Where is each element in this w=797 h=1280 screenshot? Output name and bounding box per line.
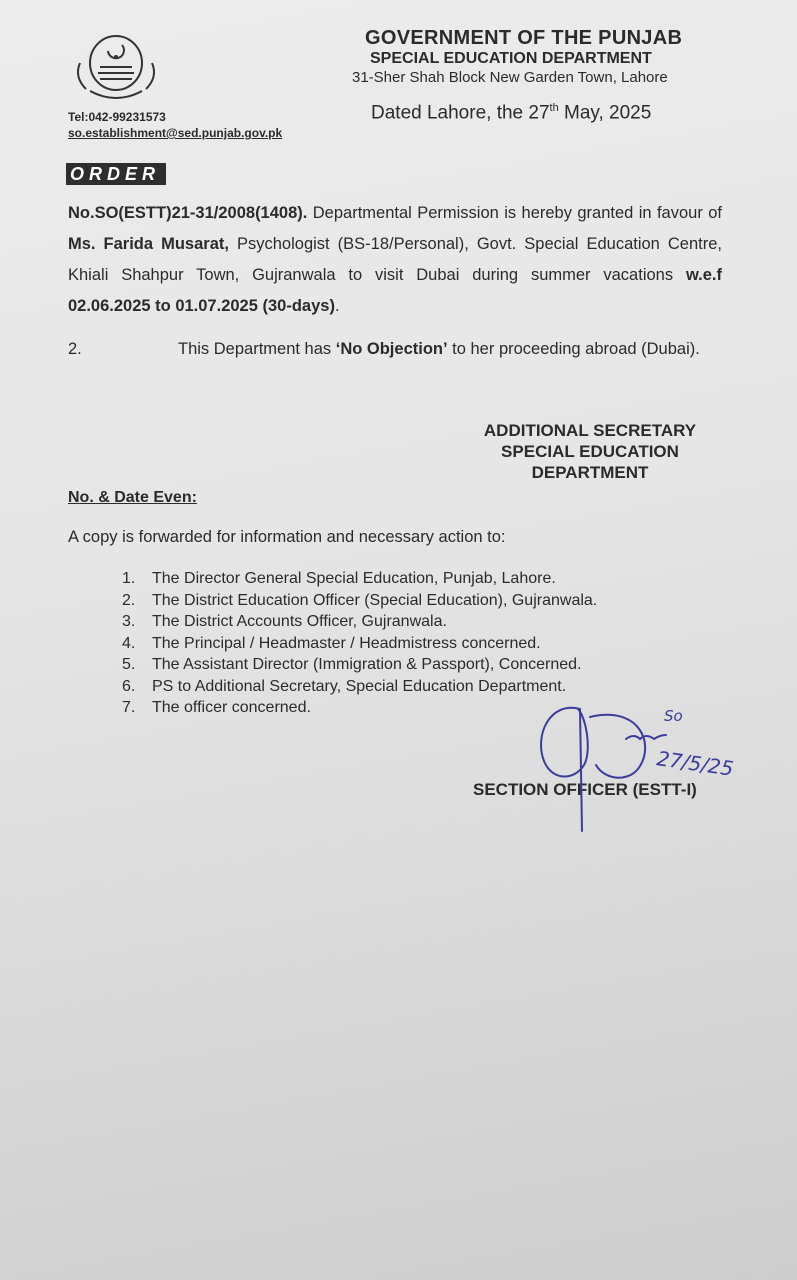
leave-dates: w.e.f 02.06.2025 to 01.07.2025 (30-days) [68, 266, 722, 315]
list-item: 7. The officer concerned. [122, 699, 311, 716]
list-item: 1. The Director General Special Education, Punjab, Lahore. [122, 570, 556, 587]
signatory-block [474, 420, 706, 483]
recipient-list [122, 568, 597, 719]
signature-date: 27/5/25 [655, 746, 736, 781]
date-line [371, 102, 651, 124]
para2-number: 2. [68, 340, 82, 358]
header-department: SPECIAL EDUCATION DEPARTMENT [370, 50, 652, 67]
list-item: 3. The District Accounts Officer, Gujranwala. [122, 613, 447, 630]
order-reference: No.SO(ESTT)21-31/2008(1408). [68, 204, 308, 222]
para2-text-2: to her proceeding abroad (Dubai). [447, 340, 700, 358]
signatory-line-1: ADDITIONAL SECRETARY [483, 421, 697, 440]
employee-name: Ms. Farida Musarat, [68, 235, 229, 253]
date-suffix: May, 2025 [558, 102, 652, 124]
header-address: 31-Sher Shah Block New Garden Town, Lahore [352, 69, 668, 86]
date-prefix: Dated Lahore, the 27 [371, 102, 550, 124]
para1-text-3: . [334, 297, 340, 315]
section-officer-title: SECTION OFFICER (ESTT-I) [473, 780, 697, 799]
para1-text-2: Psychologist (BS-18/Personal), Govt. Special Education Centre, Khiali Shahpur Town, Gujranwala to visit Dubai during summer vacations [68, 235, 722, 284]
signatory-line-2: SPECIAL EDUCATION [501, 442, 679, 461]
list-item: 5. The Assistant Director (Immigration & Passport), Concerned. [122, 656, 582, 673]
date-even-label: No. & Date Even: [68, 489, 197, 506]
header-government: GOVERNMENT OF THE PUNJAB [365, 27, 683, 49]
copy-forwarded-text: A copy is forwarded for information and necessary action to: [68, 528, 506, 546]
no-objection: ‘No Objection’ [335, 340, 448, 358]
list-item: 2. The District Education Officer (Special Education), Gujranwala. [122, 591, 598, 609]
order-label: ORDER [66, 163, 166, 185]
paragraph-1 [68, 198, 722, 322]
para2-text-1: This Department has [178, 340, 336, 358]
handwritten-signature [530, 695, 760, 835]
punjab-government-logo-icon [70, 33, 162, 101]
signatory-line-3: DEPARTMENT [531, 463, 649, 482]
list-item: 4. The Principal / Headmaster / Headmistress concerned. [122, 634, 541, 652]
signature-initials: So [664, 707, 683, 725]
paragraph-2 [68, 334, 722, 365]
date-ordinal: th [549, 102, 559, 114]
telephone: Tel:042-99231573 [68, 110, 166, 124]
para1-text-1: Departmental Permission is hereby granted in favour of [307, 204, 722, 222]
list-item: 6. PS to Additional Secretary, Special Education Department. [122, 677, 567, 695]
email-address: so.establishment@sed.punjab.gov.pk [68, 126, 283, 140]
